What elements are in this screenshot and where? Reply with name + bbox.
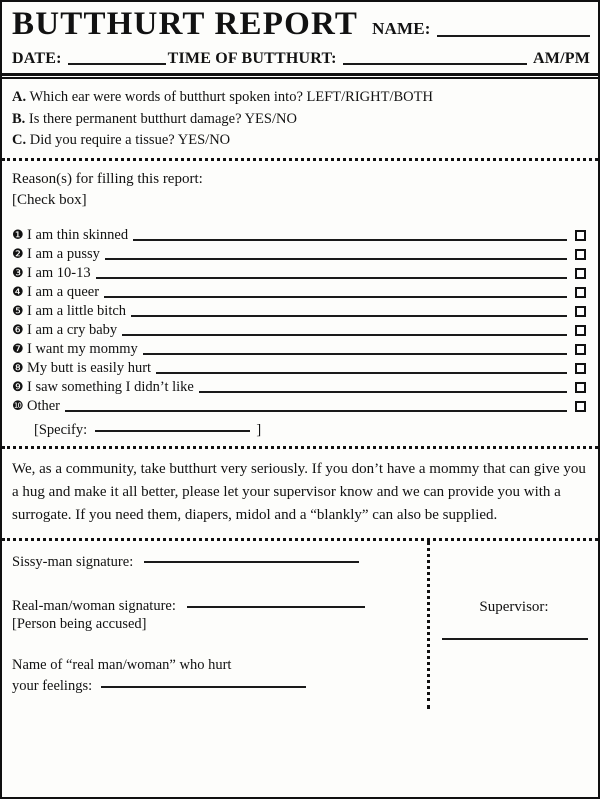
signature-left-column — [2, 541, 427, 709]
specify-close-label: ] — [256, 421, 262, 438]
list-item-fill-line[interactable] — [65, 398, 567, 412]
reasons-subheading: [Check box] — [12, 191, 87, 208]
list-number-icon: ❹ — [12, 284, 24, 300]
list-item-label: I am a queer — [27, 283, 100, 300]
list-number-icon: ❾ — [12, 379, 24, 395]
question-c-letter: C. — [12, 132, 27, 149]
list-item-fill-line[interactable] — [105, 246, 567, 260]
question-b-text: Is there permanent butthurt damage? YES/NO — [28, 110, 297, 127]
real-signature-label: Real-man/woman signature: — [12, 598, 176, 615]
question-c — [12, 130, 588, 151]
list-item[interactable] — [12, 397, 588, 416]
list-item-fill-line[interactable] — [131, 303, 567, 317]
reasons-heading-block — [12, 169, 588, 210]
list-number-icon: ❶ — [12, 227, 24, 243]
sissy-signature-label: Sissy-man signature: — [12, 553, 134, 570]
list-item-fill-line[interactable] — [143, 341, 567, 355]
list-number-icon: ❼ — [12, 341, 24, 357]
question-a-letter: A. — [12, 89, 27, 106]
checkbox-9[interactable] — [575, 382, 586, 393]
checkbox-10[interactable] — [575, 401, 586, 412]
list-item[interactable] — [12, 226, 588, 245]
list-item[interactable] — [12, 245, 588, 264]
reasons-section — [2, 161, 598, 445]
time-input[interactable] — [343, 50, 527, 65]
list-number-icon: ❻ — [12, 322, 24, 338]
question-b — [12, 109, 588, 130]
real-signature-input[interactable] — [187, 594, 365, 608]
spacer — [12, 633, 417, 657]
real-signature-row — [12, 594, 417, 615]
checkbox-3[interactable] — [575, 268, 586, 279]
list-item-label: My butt is easily hurt — [27, 359, 152, 376]
list-item-label: I want my mommy — [27, 340, 138, 357]
hurt-name-label-line-2: your feelings: — [12, 678, 93, 695]
list-item-label: I am 10-13 — [27, 264, 91, 281]
list-item[interactable] — [12, 264, 588, 283]
community-notice: We, as a community, take butthurt very seriously. If you don’t have a mommy that can give you a hug and make it all better, please let your supervisor know and we can provide you with a surrogate. If you need them, diapers, midol and a “blankly” can also be supplied. — [12, 460, 586, 524]
question-a-text: Which ear were words of butthurt spoken into? LEFT/RIGHT/BOTH — [29, 89, 433, 106]
hurt-name-input[interactable] — [101, 674, 306, 688]
form-header — [2, 2, 598, 73]
question-b-letter: B. — [12, 110, 26, 127]
supervisor-label: Supervisor: — [479, 598, 549, 615]
list-item-fill-line[interactable] — [199, 379, 567, 393]
list-item-label: I am a pussy — [27, 245, 100, 262]
checkbox-1[interactable] — [575, 230, 586, 241]
list-item-label: I am thin skinned — [27, 226, 129, 243]
accused-note: [Person being accused] — [12, 616, 147, 633]
list-number-icon: ❷ — [12, 246, 24, 262]
list-item-fill-line[interactable] — [133, 227, 567, 241]
list-item-fill-line[interactable] — [104, 284, 567, 298]
list-item-fill-line[interactable] — [96, 265, 567, 279]
date-input[interactable] — [68, 50, 166, 65]
list-item[interactable] — [12, 359, 588, 378]
ampm-label: AM/PM — [533, 50, 590, 68]
checkbox-2[interactable] — [575, 249, 586, 260]
list-item-label: I am a cry baby — [27, 321, 118, 338]
checkbox-5[interactable] — [575, 306, 586, 317]
questions-section — [2, 79, 598, 158]
list-item-fill-line[interactable] — [122, 322, 567, 336]
name-label: NAME: — [372, 19, 431, 38]
supervisor-input[interactable] — [442, 638, 588, 640]
checkbox-4[interactable] — [575, 287, 586, 298]
date-label: DATE: — [12, 50, 62, 68]
list-number-icon: ❿ — [12, 398, 24, 414]
hurt-name-row — [12, 674, 417, 695]
list-item-label: Other — [27, 397, 61, 414]
page-title: BUTTHURT REPORT — [12, 6, 359, 42]
checkbox-6[interactable] — [575, 325, 586, 336]
list-item[interactable] — [12, 302, 588, 321]
time-label: TIME OF BUTTHURT: — [167, 50, 337, 68]
list-item-label: I am a little bitch — [27, 302, 127, 319]
title-row — [12, 8, 590, 41]
list-item[interactable] — [12, 283, 588, 302]
hurt-name-label-line-1: Name of “real man/woman” who hurt — [12, 657, 232, 674]
list-item[interactable] — [12, 340, 588, 359]
signature-section — [2, 541, 598, 709]
sissy-signature-input[interactable] — [144, 550, 359, 564]
list-number-icon: ❸ — [12, 265, 24, 281]
list-number-icon: ❺ — [12, 303, 24, 319]
checkbox-8[interactable] — [575, 363, 586, 374]
list-item-label: I saw something I didn’t like — [27, 378, 194, 395]
specify-open-label: [Specify: — [34, 421, 88, 438]
reasons-heading: Reason(s) for filling this report: — [12, 171, 203, 188]
question-a — [12, 87, 588, 108]
list-item[interactable] — [12, 321, 588, 340]
date-time-row — [12, 50, 590, 68]
list-item[interactable] — [12, 378, 588, 397]
list-number-icon: ❽ — [12, 360, 24, 376]
name-input[interactable] — [437, 22, 590, 37]
reasons-list — [12, 226, 588, 439]
sissy-signature-row — [12, 550, 417, 571]
specify-row — [12, 418, 588, 439]
list-item-fill-line[interactable] — [156, 360, 567, 374]
spacer — [12, 570, 417, 594]
supervisor-column — [427, 541, 598, 709]
specify-input[interactable] — [95, 418, 250, 432]
checkbox-7[interactable] — [575, 344, 586, 355]
question-c-text: Did you require a tissue? YES/NO — [29, 132, 231, 149]
